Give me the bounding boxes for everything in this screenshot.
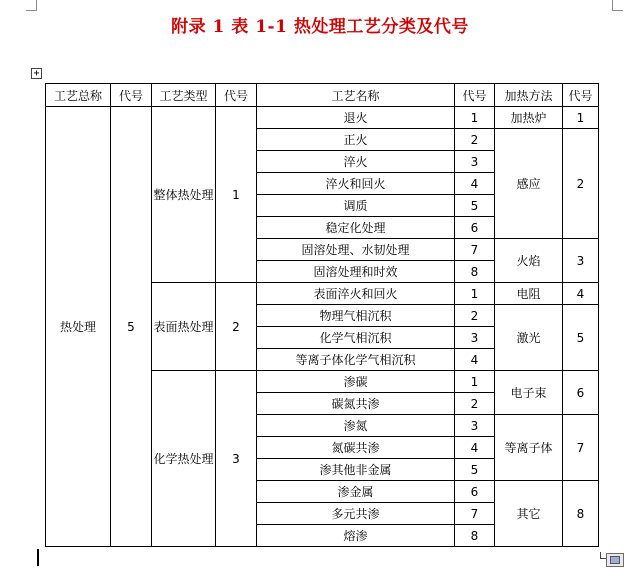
type-name-cell: 表面热处理 [152, 283, 216, 371]
process-name-cell: 淬火 [257, 151, 455, 173]
process-name-cell: 稳定化处理 [257, 217, 455, 239]
process-code-cell: 4 [455, 349, 495, 371]
process-code-cell: 4 [455, 173, 495, 195]
process-name-cell: 化学气相沉积 [257, 327, 455, 349]
heating-code-cell: 4 [563, 283, 599, 305]
page-corner-mark-right [612, 0, 623, 11]
process-code-cell: 1 [455, 283, 495, 305]
header-cell: 工艺名称 [257, 84, 455, 107]
process-name-cell: 固溶处理、水韧处理 [257, 239, 455, 261]
header-cell: 代号 [111, 84, 152, 107]
heating-method-cell: 其它 [495, 481, 563, 547]
process-code-cell: 8 [455, 261, 495, 283]
type-code-cell: 1 [216, 107, 257, 283]
process-code-cell: 2 [455, 393, 495, 415]
heating-code-cell: 2 [563, 129, 599, 239]
heat-treatment-table [45, 83, 599, 547]
type-code-cell: 3 [216, 371, 257, 547]
type-name-cell: 整体热处理 [152, 107, 216, 283]
heating-method-cell: 火焰 [495, 239, 563, 283]
type-name-cell: 化学热处理 [152, 371, 216, 547]
process-code-cell: 4 [455, 437, 495, 459]
process-code-cell: 1 [455, 371, 495, 393]
table-header-row [46, 84, 599, 107]
heating-code-cell: 8 [563, 481, 599, 547]
heating-code-cell: 5 [563, 305, 599, 371]
process-name-cell: 正火 [257, 129, 455, 151]
heating-code-cell: 1 [563, 107, 599, 129]
process-code-cell: 1 [455, 107, 495, 129]
process-code-cell: 3 [455, 327, 495, 349]
header-cell: 代号 [563, 84, 599, 107]
heating-code-cell: 6 [563, 371, 599, 415]
process-code-cell: 7 [455, 503, 495, 525]
heating-method-cell: 电阻 [495, 283, 563, 305]
process-name-cell: 物理气相沉积 [257, 305, 455, 327]
process-name-cell: 等离子体化学气相沉积 [257, 349, 455, 371]
process-code-cell: 5 [455, 459, 495, 481]
header-cell: 工艺类型 [152, 84, 216, 107]
process-code-cell: 7 [455, 239, 495, 261]
header-cell: 工艺总称 [46, 84, 111, 107]
text-cursor [37, 549, 39, 566]
table-resize-icon[interactable] [606, 553, 624, 567]
category-name-cell: 热处理 [46, 107, 111, 547]
process-code-cell: 6 [455, 217, 495, 239]
process-name-cell: 碳氮共渗 [257, 393, 455, 415]
header-cell: 加热方法 [495, 84, 563, 107]
process-name-cell: 渗其他非金属 [257, 459, 455, 481]
heating-code-cell: 3 [563, 239, 599, 283]
move-handle-icon[interactable]: + [31, 68, 42, 79]
page-title: 附录 1 表 1-1 热处理工艺分类及代号 [171, 17, 469, 37]
process-name-cell: 固溶处理和时效 [257, 261, 455, 283]
process-code-cell: 6 [455, 481, 495, 503]
process-name-cell: 淬火和回火 [257, 173, 455, 195]
process-code-cell: 8 [455, 525, 495, 547]
header-cell: 代号 [455, 84, 495, 107]
heating-method-cell: 激光 [495, 305, 563, 371]
page-corner-mark-left [26, 0, 37, 11]
process-name-cell: 渗碳 [257, 371, 455, 393]
process-code-cell: 2 [455, 129, 495, 151]
heating-method-cell: 等离子体 [495, 415, 563, 481]
process-name-cell: 退火 [257, 107, 455, 129]
process-code-cell: 3 [455, 415, 495, 437]
process-name-cell: 熔渗 [257, 525, 455, 547]
heating-method-cell: 加热炉 [495, 107, 563, 129]
process-name-cell: 多元共渗 [257, 503, 455, 525]
process-code-cell: 3 [455, 151, 495, 173]
process-code-cell: 5 [455, 195, 495, 217]
heating-method-cell: 感应 [495, 129, 563, 239]
process-name-cell: 渗氮 [257, 415, 455, 437]
process-name-cell: 调质 [257, 195, 455, 217]
process-name-cell: 表面淬火和回火 [257, 283, 455, 305]
type-code-cell: 2 [216, 283, 257, 371]
table-row [46, 107, 599, 129]
process-name-cell: 渗金属 [257, 481, 455, 503]
heating-code-cell: 7 [563, 415, 599, 481]
process-code-cell: 2 [455, 305, 495, 327]
header-cell: 代号 [216, 84, 257, 107]
category-code-cell: 5 [111, 107, 152, 547]
process-name-cell: 氮碳共渗 [257, 437, 455, 459]
heating-method-cell: 电子束 [495, 371, 563, 415]
